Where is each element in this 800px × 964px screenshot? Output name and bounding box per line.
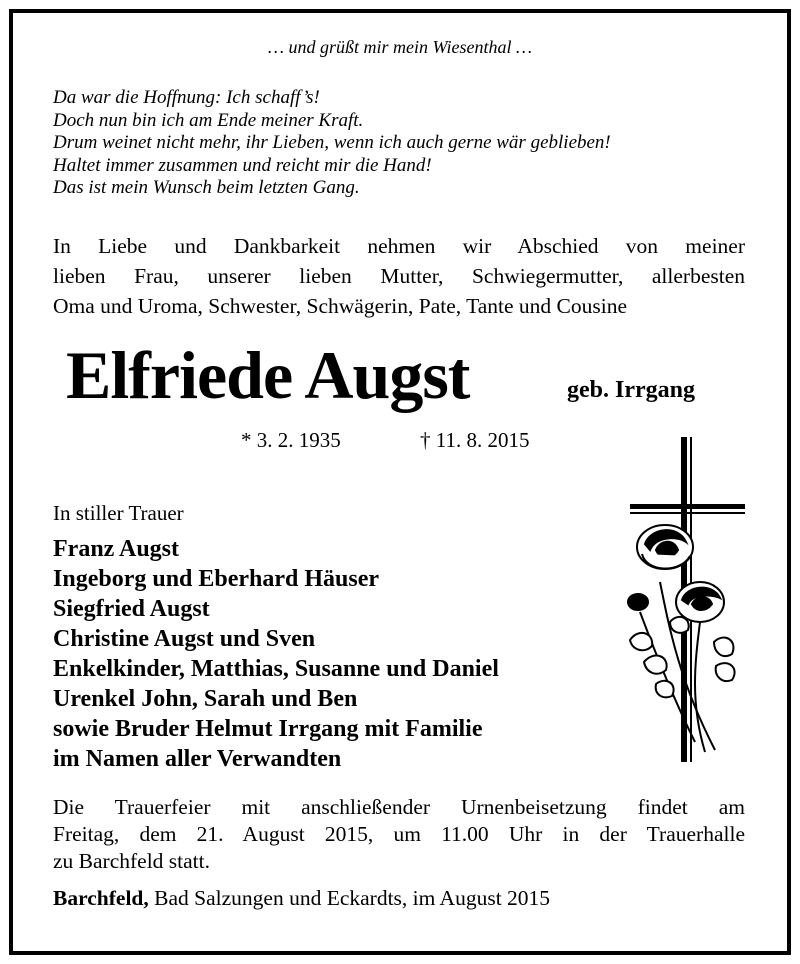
poem-line: Doch nun bin ich am Ende meiner Kraft. — [53, 109, 364, 131]
intro-line: … und grüßt mir mein Wiesenthal … — [268, 37, 532, 57]
birth-name: geb. Irrgang — [567, 377, 695, 403]
death-date: † 11. 8. 2015 — [420, 428, 530, 452]
poem-line: Drum weinet nicht mehr, ihr Lieben, wenn ich auch gerne wär geblieben! — [53, 132, 611, 153]
mourner-line: Urenkel John, Sarah und Ben — [53, 686, 358, 712]
dedication — [53, 231, 745, 321]
funeral-line: zu Barchfeld statt. — [53, 849, 211, 873]
poem-line: Haltet immer zusammen und reicht mir die Hand! — [53, 154, 432, 176]
mourner-line: Christine Augst und Sven — [53, 626, 316, 652]
deceased-name: Elfriede Augst — [66, 337, 470, 413]
dedication-line: In Liebe und Dankbarkeit nehmen wir Abschied von meiner — [53, 234, 745, 258]
poem-line: Das ist mein Wunsch beim letzten Gang. — [53, 177, 360, 198]
mourner-line: Enkelkinder, Matthias, Susanne und Daniel — [53, 656, 499, 682]
poem — [53, 87, 611, 200]
poem-line: Da war die Hoffnung: Ich schaff’s! — [53, 87, 320, 108]
closing-rest: Bad Salzungen und Eckardts, im August 2015 — [148, 886, 551, 910]
mourning-intro: In stiller Trauer — [53, 501, 184, 525]
mourners-list — [53, 534, 499, 774]
mourner-line: im Namen aller Verwandten — [53, 746, 342, 772]
funeral-line: Freitag, dem 21. August 2015, um 11.00 Uhr in der Trauerhalle — [53, 822, 745, 846]
birth-date: * 3. 2. 1935 — [241, 428, 341, 452]
mourner-line: Ingeborg und Eberhard Häuser — [53, 566, 380, 592]
closing-line — [53, 886, 550, 911]
mourner-line: Siegfried Augst — [53, 596, 210, 622]
cross-with-roses-icon — [620, 432, 750, 772]
funeral-line: Die Trauerfeier mit anschließender Urnenbeisetzung findet am — [53, 795, 745, 819]
mourner-line: Franz Augst — [53, 536, 179, 562]
closing-place: Barchfeld, — [53, 886, 149, 910]
dedication-line: Oma und Uroma, Schwester, Schwägerin, Pate, Tante und Cousine — [53, 294, 628, 318]
mourner-line: sowie Bruder Helmut Irrgang mit Familie — [53, 716, 483, 742]
dedication-line: lieben Frau, unserer lieben Mutter, Schwiegermutter, allerbesten — [53, 264, 745, 288]
funeral-info — [53, 794, 745, 875]
